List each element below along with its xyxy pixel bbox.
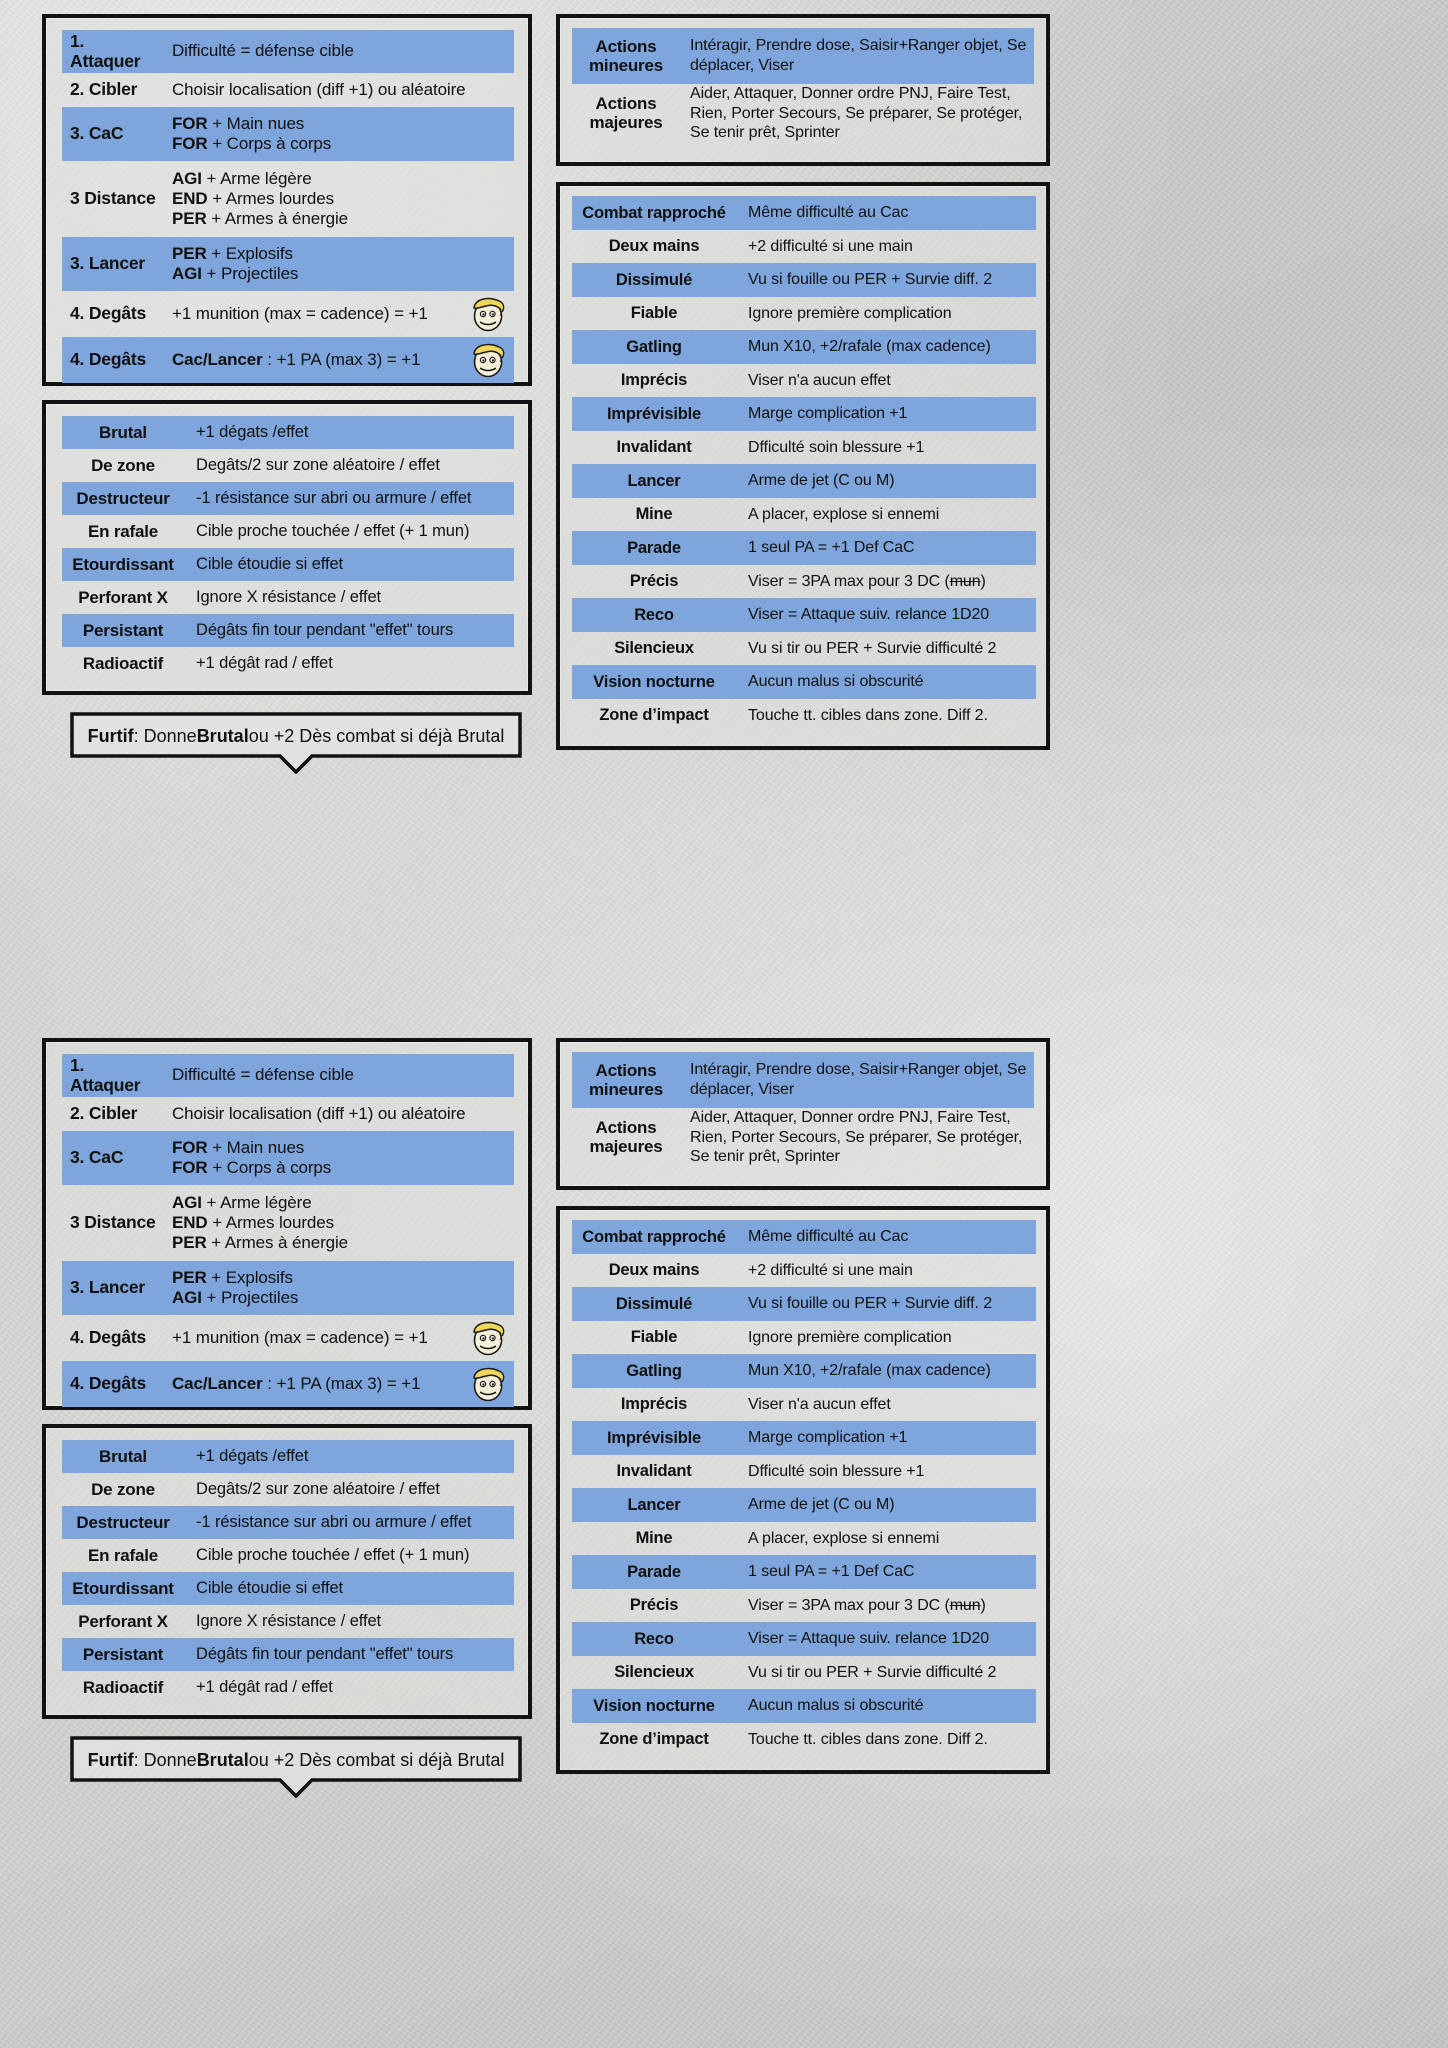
attack-step-label: 2. Cibler: [70, 79, 138, 100]
attack-step-value: Choisir localisation (diff +1) ou aléatoire: [172, 79, 466, 99]
weapon-quality-label: Persistant: [82, 620, 164, 640]
action-value: Aider, Attaquer, Donner ordre PNJ, Faire Test, Rien, Porter Secours, Se préparer, Se protéger, Se tenir prêt, Sprinter: [690, 1109, 1023, 1166]
actions-panel: [556, 1038, 1050, 1190]
attack-step-row: [62, 1054, 514, 1097]
combat-quality-row: [572, 1589, 1036, 1623]
combat-quality-label: Invalidant: [616, 1462, 692, 1481]
weapon-quality-label: Destructeur: [76, 488, 170, 508]
combat-quality-value-main: Viser = 3PA max pour 3 DC (: [748, 572, 950, 590]
combat-quality-label: Dissimulé: [615, 1294, 693, 1313]
combat-quality-value: Viser n'a aucun effet: [748, 371, 891, 389]
combat-quality-label: Imprévisible: [607, 404, 701, 423]
attack-step-value: +1 munition (max = cadence) = +1: [172, 1327, 428, 1347]
weapon-quality-label: Etourdissant: [72, 1578, 174, 1598]
combat-quality-value-struck: mun: [949, 1596, 981, 1614]
combat-quality-value: Dfficulté soin blessure +1: [748, 1462, 925, 1480]
combat-quality-value: A placer, explose si ennemi: [748, 505, 940, 523]
combat-quality-row: [572, 1254, 1036, 1288]
combat-quality-value-struck: mun: [949, 572, 981, 590]
combat-quality-label: Zone d’impact: [599, 706, 709, 725]
vault-boy-icon: [468, 294, 508, 334]
combat-quality-row: [572, 498, 1036, 532]
combat-quality-value: Touche tt. cibles dans zone. Diff 2.: [748, 1730, 988, 1748]
vault-boy-icon: [468, 1318, 508, 1358]
weapon-quality-label: De zone: [91, 1479, 155, 1499]
attack-step-row: [62, 291, 514, 337]
combat-quality-label: Gatling: [626, 337, 682, 356]
weapon-quality-value: +1 dégats /effet: [196, 1446, 309, 1465]
weapon-quality-row: [62, 416, 514, 449]
combat-quality-value: Vu si fouille ou PER + Survie diff. 2: [748, 271, 992, 289]
combat-quality-label: Reco: [634, 1629, 674, 1648]
combat-quality-label: Deux mains: [608, 1261, 700, 1280]
weapon-quality-row: [62, 1605, 514, 1638]
combat-quality-row: [572, 431, 1036, 465]
weapon-quality-row: [62, 1506, 514, 1539]
weapon-quality-label: Etourdissant: [72, 554, 174, 574]
action-value: Intéragir, Prendre dose, Saisir+Ranger objet, Se déplacer, Viser: [690, 37, 1027, 74]
weapon-quality-value: +1 dégât rad / effet: [196, 653, 333, 672]
weapon-quality-value: Cible proche touchée / effet (+ 1 mun): [196, 521, 470, 540]
attack-step-label: 4. Degâts: [70, 1327, 147, 1348]
weapon-quality-value: Cible étoudie si effet: [196, 1578, 344, 1597]
weapon-quality-row: [62, 647, 514, 680]
combat-quality-label: Dissimulé: [615, 270, 693, 289]
weapon-quality-value: -1 résistance sur abri ou armure / effet: [196, 1512, 472, 1531]
attack-step-label: 3. Lancer: [70, 1277, 146, 1298]
weapon-quality-row: [62, 1638, 514, 1671]
combat-quality-row: [572, 263, 1036, 297]
combat-quality-row: [572, 1287, 1036, 1321]
combat-quality-value: Ignore première complication: [748, 1328, 952, 1346]
weapon-quality-row: [62, 1671, 514, 1704]
attack-step-row: [62, 1261, 514, 1315]
combat-quality-label: Lancer: [627, 1495, 681, 1514]
weapon-quality-label: Radioactif: [82, 653, 164, 673]
combat-quality-row: [572, 1388, 1036, 1422]
combat-quality-value: Dfficulté soin blessure +1: [748, 438, 925, 456]
attack-step-label: 3 Distance: [70, 188, 156, 209]
combat-quality-row: [572, 297, 1036, 331]
attack-step-row: [62, 1131, 514, 1185]
action-label: Actions majeures: [589, 1118, 663, 1157]
combat-quality-row: [572, 1622, 1036, 1656]
action-label: Actions majeures: [589, 94, 663, 133]
combat-quality-value: Même difficulté au Cac: [748, 204, 909, 222]
combat-qualities-panel: [556, 182, 1050, 750]
combat-quality-value: Aucun malus si obscurité: [748, 673, 924, 691]
combat-quality-value: Marge complication +1: [748, 1429, 908, 1447]
attack-step-value: PER + Explosifs AGI + Projectiles: [172, 1267, 299, 1308]
combat-quality-label: Gatling: [626, 1361, 682, 1380]
attack-sequence-panel: [42, 1038, 532, 1410]
weapon-quality-value: Degâts/2 sur zone aléatoire / effet: [196, 1479, 440, 1498]
combat-quality-row: [572, 1488, 1036, 1522]
furtif-bold: Brutal: [196, 1749, 249, 1770]
combat-quality-label: Imprévisible: [607, 1428, 701, 1447]
combat-quality-row: [572, 665, 1036, 699]
weapon-quality-row: [62, 1440, 514, 1473]
action-label: Actions mineures: [589, 1060, 663, 1099]
weapon-quality-row: [62, 482, 514, 515]
combat-quality-row: [572, 1220, 1036, 1254]
attack-step-label: 4. Degâts: [70, 349, 147, 370]
combat-quality-row: [572, 699, 1036, 733]
combat-quality-row: [572, 464, 1036, 498]
weapon-quality-row: [62, 1473, 514, 1506]
combat-quality-label: Mine: [635, 1529, 673, 1548]
attack-step-label: 3. CaC: [70, 123, 124, 144]
combat-quality-value: +2 difficulté si une main: [748, 237, 913, 255]
attack-step-value: Cac/Lancer : +1 PA (max 3) = +1: [172, 349, 421, 369]
combat-quality-row: [572, 1723, 1036, 1757]
combat-quality-label: Mine: [635, 505, 673, 524]
combat-qualities-panel: [556, 1206, 1050, 1774]
combat-quality-row: [572, 531, 1036, 565]
combat-quality-row: [572, 1689, 1036, 1723]
combat-quality-value: Mun X10, +2/rafale (max cadence): [748, 1362, 991, 1380]
combat-quality-row: [572, 565, 1036, 599]
combat-quality-value-main: Viser = 3PA max pour 3 DC (: [748, 1596, 950, 1614]
actions-panel: [556, 14, 1050, 166]
attack-step-value: Difficulté = défense cible: [172, 41, 354, 61]
attack-step-label: 3. Lancer: [70, 253, 146, 274]
attack-step-label: 4. Degâts: [70, 1373, 147, 1394]
combat-quality-value: Vu si tir ou PER + Survie difficulté 2: [748, 639, 997, 657]
attack-step-value: +1 munition (max = cadence) = +1: [172, 303, 428, 323]
combat-quality-value: A placer, explose si ennemi: [748, 1529, 940, 1547]
combat-quality-label: Silencieux: [614, 639, 694, 658]
combat-quality-value: Mun X10, +2/rafale (max cadence): [748, 338, 991, 356]
weapon-quality-label: Perforant X: [78, 587, 168, 607]
combat-quality-row: [572, 397, 1036, 431]
weapon-quality-value: Ignore X résistance / effet: [196, 1611, 382, 1630]
combat-quality-label: Deux mains: [608, 237, 700, 256]
weapon-quality-row: [62, 515, 514, 548]
combat-quality-label: Fiable: [630, 1328, 678, 1347]
combat-quality-value: Viser n'a aucun effet: [748, 1395, 891, 1413]
action-row: [572, 1108, 1034, 1167]
attack-step-value: AGI + Arme légère END + Armes lourdes PER + Armes à énergie: [172, 168, 349, 229]
weapon-quality-row: [62, 548, 514, 581]
action-row: [572, 28, 1034, 84]
combat-quality-label: Fiable: [630, 304, 678, 323]
combat-quality-label: Zone d’impact: [599, 1730, 709, 1749]
weapon-quality-label: En rafale: [87, 521, 158, 541]
action-row: [572, 84, 1034, 143]
weapon-quality-label: Perforant X: [78, 1611, 168, 1631]
weapon-quality-value: Dégâts fin tour pendant "effet" tours: [196, 1644, 454, 1663]
weapon-quality-row: [62, 1572, 514, 1605]
combat-quality-value: Aucun malus si obscurité: [748, 1697, 924, 1715]
weapon-quality-row: [62, 449, 514, 482]
combat-quality-value: 1 seul PA = +1 Def CaC: [748, 539, 915, 557]
attack-step-label: 1. Attaquer: [70, 1055, 141, 1095]
attack-step-value: FOR + Main nues FOR + Corps à corps: [172, 1137, 332, 1178]
attack-step-row: [62, 1361, 514, 1407]
combat-quality-row: [572, 1555, 1036, 1589]
weapon-quality-value: Degâts/2 sur zone aléatoire / effet: [196, 455, 440, 474]
weapon-quality-label: Destructeur: [76, 1512, 170, 1532]
combat-quality-value: Ignore première complication: [748, 304, 952, 322]
attack-step-row: [62, 73, 514, 107]
furtif-banner: [70, 712, 522, 774]
attack-step-label: 1. Attaquer: [70, 31, 141, 71]
combat-quality-value: Marge complication +1: [748, 405, 908, 423]
vault-boy-icon: [468, 340, 508, 380]
furtif-lead: Furtif: [87, 725, 134, 746]
combat-quality-label: Imprécis: [620, 371, 688, 390]
furtif-bold: Brutal: [196, 725, 249, 746]
weapon-quality-value: Ignore X résistance / effet: [196, 587, 382, 606]
weapon-quality-label: Brutal: [99, 422, 147, 442]
weapon-qualities-panel: [42, 1424, 532, 1719]
furtif-mid: : Donne: [133, 1749, 197, 1770]
sheet-half: [0, 1024, 1448, 2048]
attack-sequence-panel: [42, 14, 532, 386]
attack-step-value: FOR + Main nues FOR + Corps à corps: [172, 113, 332, 154]
combat-quality-label: Parade: [627, 538, 681, 557]
attack-step-value: AGI + Arme légère END + Armes lourdes PER + Armes à énergie: [172, 1192, 349, 1253]
combat-quality-value: Arme de jet (C ou M): [748, 472, 895, 490]
combat-quality-value: Viser = Attaque suiv. relance 1D20: [748, 606, 990, 624]
attack-step-row: [62, 1185, 514, 1261]
combat-quality-row: [572, 1354, 1036, 1388]
combat-quality-row: [572, 1522, 1036, 1556]
weapon-quality-label: Persistant: [82, 1644, 164, 1664]
combat-quality-value: Arme de jet (C ou M): [748, 1496, 895, 1514]
furtif-lead: Furtif: [87, 1749, 134, 1770]
furtif-tail: ou +2 Dès combat si déjà Brutal: [248, 1749, 505, 1770]
weapon-quality-value: Cible étoudie si effet: [196, 554, 344, 573]
combat-quality-row: [572, 230, 1036, 264]
weapon-quality-value: Cible proche touchée / effet (+ 1 mun): [196, 1545, 470, 1564]
attack-step-label: 4. Degâts: [70, 303, 147, 324]
weapon-qualities-panel: [42, 400, 532, 695]
combat-quality-label: Reco: [634, 605, 674, 624]
attack-step-row: [62, 337, 514, 383]
weapon-quality-row: [62, 1539, 514, 1572]
attack-step-label: 3. CaC: [70, 1147, 124, 1168]
combat-quality-row: [572, 1321, 1036, 1355]
combat-quality-value: Vu si fouille ou PER + Survie diff. 2: [748, 1295, 992, 1313]
furtif-banner: [70, 1736, 522, 1798]
combat-quality-value: 1 seul PA = +1 Def CaC: [748, 1563, 915, 1581]
vault-boy-icon: [468, 1364, 508, 1404]
combat-quality-label: Vision nocturne: [593, 672, 715, 691]
combat-quality-row: [572, 364, 1036, 398]
attack-step-row: [62, 1315, 514, 1361]
combat-quality-label: Invalidant: [616, 438, 692, 457]
combat-quality-value: [736, 1596, 1036, 1615]
furtif-banner-text: [70, 712, 522, 760]
combat-quality-row: [572, 598, 1036, 632]
attack-step-row: [62, 237, 514, 291]
combat-quality-value: Même difficulté au Cac: [748, 1228, 909, 1246]
combat-quality-value-after: ): [980, 1596, 986, 1614]
combat-quality-value-after: ): [980, 572, 986, 590]
weapon-quality-label: De zone: [91, 455, 155, 475]
action-value: Intéragir, Prendre dose, Saisir+Ranger objet, Se déplacer, Viser: [690, 1061, 1027, 1098]
combat-quality-label: Précis: [629, 1596, 679, 1615]
combat-quality-row: [572, 330, 1036, 364]
combat-quality-value: Vu si tir ou PER + Survie difficulté 2: [748, 1663, 997, 1681]
weapon-quality-row: [62, 581, 514, 614]
action-value: Aider, Attaquer, Donner ordre PNJ, Faire Test, Rien, Porter Secours, Se préparer, Se protéger, Se tenir prêt, Sprinter: [690, 85, 1023, 142]
weapon-quality-value: +1 dégats /effet: [196, 422, 309, 441]
weapon-quality-label: Brutal: [99, 1446, 147, 1466]
attack-step-row: [62, 107, 514, 161]
attack-step-value: Cac/Lancer : +1 PA (max 3) = +1: [172, 1373, 421, 1393]
combat-quality-label: Silencieux: [614, 1663, 694, 1682]
combat-quality-value: [736, 572, 1036, 591]
attack-step-value: Choisir localisation (diff +1) ou aléatoire: [172, 1103, 466, 1123]
action-label: Actions mineures: [589, 36, 663, 75]
combat-quality-row: [572, 1455, 1036, 1489]
attack-step-row: [62, 161, 514, 237]
combat-quality-row: [572, 196, 1036, 230]
attack-step-value: PER + Explosifs AGI + Projectiles: [172, 243, 299, 284]
attack-step-value: Difficulté = défense cible: [172, 1065, 354, 1085]
weapon-quality-label: Radioactif: [82, 1677, 164, 1697]
weapon-quality-value: Dégâts fin tour pendant "effet" tours: [196, 620, 454, 639]
attack-step-label: 3 Distance: [70, 1212, 156, 1233]
furtif-tail: ou +2 Dès combat si déjà Brutal: [248, 725, 505, 746]
combat-quality-value: Touche tt. cibles dans zone. Diff 2.: [748, 706, 988, 724]
combat-quality-label: Parade: [627, 1562, 681, 1581]
weapon-quality-value: +1 dégât rad / effet: [196, 1677, 333, 1696]
weapon-quality-label: En rafale: [87, 1545, 158, 1565]
combat-quality-row: [572, 1656, 1036, 1690]
attack-step-row: [62, 30, 514, 73]
action-row: [572, 1052, 1034, 1108]
furtif-banner-text: [70, 1736, 522, 1784]
combat-quality-label: Combat rapproché: [582, 1227, 726, 1246]
weapon-quality-value: -1 résistance sur abri ou armure / effet: [196, 488, 472, 507]
combat-quality-row: [572, 632, 1036, 666]
combat-quality-label: Imprécis: [620, 1395, 688, 1414]
combat-quality-label: Précis: [629, 572, 679, 591]
furtif-mid: : Donne: [133, 725, 197, 746]
combat-quality-value: +2 difficulté si une main: [748, 1261, 913, 1279]
weapon-quality-row: [62, 614, 514, 647]
combat-quality-row: [572, 1421, 1036, 1455]
combat-quality-label: Vision nocturne: [593, 1696, 715, 1715]
attack-step-row: [62, 1097, 514, 1131]
combat-quality-label: Lancer: [627, 471, 681, 490]
combat-quality-value: Viser = Attaque suiv. relance 1D20: [748, 1630, 990, 1648]
combat-quality-label: Combat rapproché: [582, 203, 726, 222]
attack-step-label: 2. Cibler: [70, 1103, 138, 1124]
